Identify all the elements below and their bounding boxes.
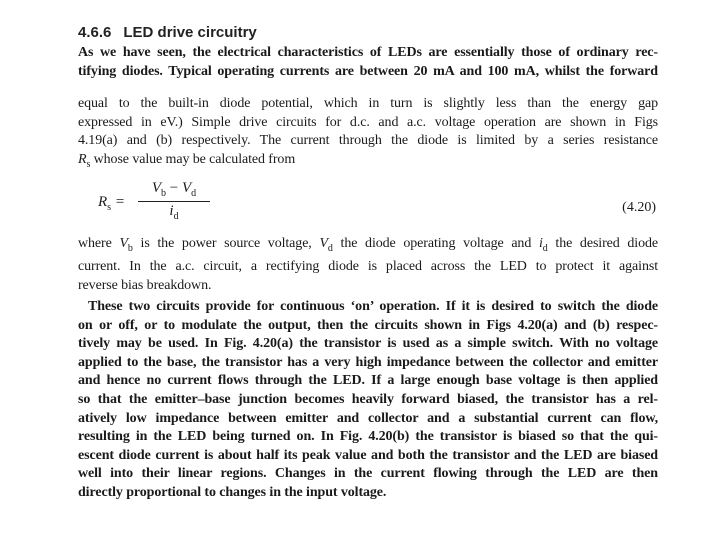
para4-line-7: atively low impedance between emitter and collector and a substantial current can flow, [78, 410, 658, 426]
equation-lhs: $R_s$ = [98, 194, 125, 213]
para4-line-4: applied to the base, the transistor has a very high impedance between the collector and emitter [78, 354, 658, 370]
equation-numerator: $V_b - V_d$ [151, 180, 197, 199]
section-number: 4.6.6 [78, 24, 112, 41]
paragraph-2 [78, 95, 658, 174]
paragraph-1 [78, 44, 658, 81]
para2-line-2: expressed in eV.) Simple drive circuits for d.c. and a.c. voltage operation are shown in Figs [78, 114, 658, 130]
paragraph-3 [78, 235, 658, 296]
para4-line-2: on or off, or to modulate the output, then the circuits shown in Figs 4.20(a) and (b) respec- [78, 317, 658, 333]
para3-line-3: reverse bias breakdown. [78, 277, 212, 293]
para2-line-4: $R_s$ whose value may be calculated from [78, 151, 296, 170]
para4-line-10: well into their linear regions. Changes in the current flowing through the LED are then [78, 466, 658, 482]
para3-line-2: current. In the a.c. circuit, a rectifying diode is placed across the LED to protect it against [78, 259, 658, 275]
para3-line-1: where $V_b$ is the power source voltage, $V_d$ the diode operating voltage and $i_d$ the desired diode [78, 236, 658, 254]
para4-line-11: directly proportional to changes in the input voltage. [78, 484, 387, 500]
para2-line-3: 4.19(a) and (b) respectively. The current through the diode is limited by a series resistance [78, 133, 658, 149]
equation-4-20 [98, 180, 658, 226]
para4-line-3: tively may be used. In Fig. 4.20(a) the transistor is used as a simple switch. With no voltage [78, 336, 658, 352]
para4-line-8: resulting in the LED being turned on. In Fig. 4.20(b) the transistor is biased so that the qui- [78, 429, 658, 445]
paragraph-4 [78, 298, 658, 503]
para1-line-2: tifying diodes. Typical operating currents are between 20 mA and 100 mA, whilst the forward [78, 63, 658, 79]
section-heading [78, 24, 257, 41]
equation-number: (4.20) [622, 200, 656, 215]
para4-line-6: so that the emitter–base junction becomes heavily forward biased, the transistor has a rel- [78, 391, 658, 407]
para1-line-1: As we have seen, the electrical characteristics of LEDs are essentially those of ordinary rec- [78, 45, 658, 60]
para4-line-5: and hence no current flows through the LED. If a large enough base voltage is then applied [78, 373, 658, 389]
para2-line-1: equal to the built-in diode potential, which in turn is slightly less than the energy gap [78, 96, 658, 111]
equation-denominator: $i_d$ [169, 203, 179, 222]
section-title: LED drive circuitry [123, 24, 257, 41]
para4-line-9: escent diode current is about half its peak value and both the transistor and the LED are biased [78, 447, 658, 463]
equation-fraction [136, 180, 212, 222]
para4-line-1: These two circuits provide for continuous ‘on’ operation. If it is desired to switch the diode [88, 299, 658, 314]
